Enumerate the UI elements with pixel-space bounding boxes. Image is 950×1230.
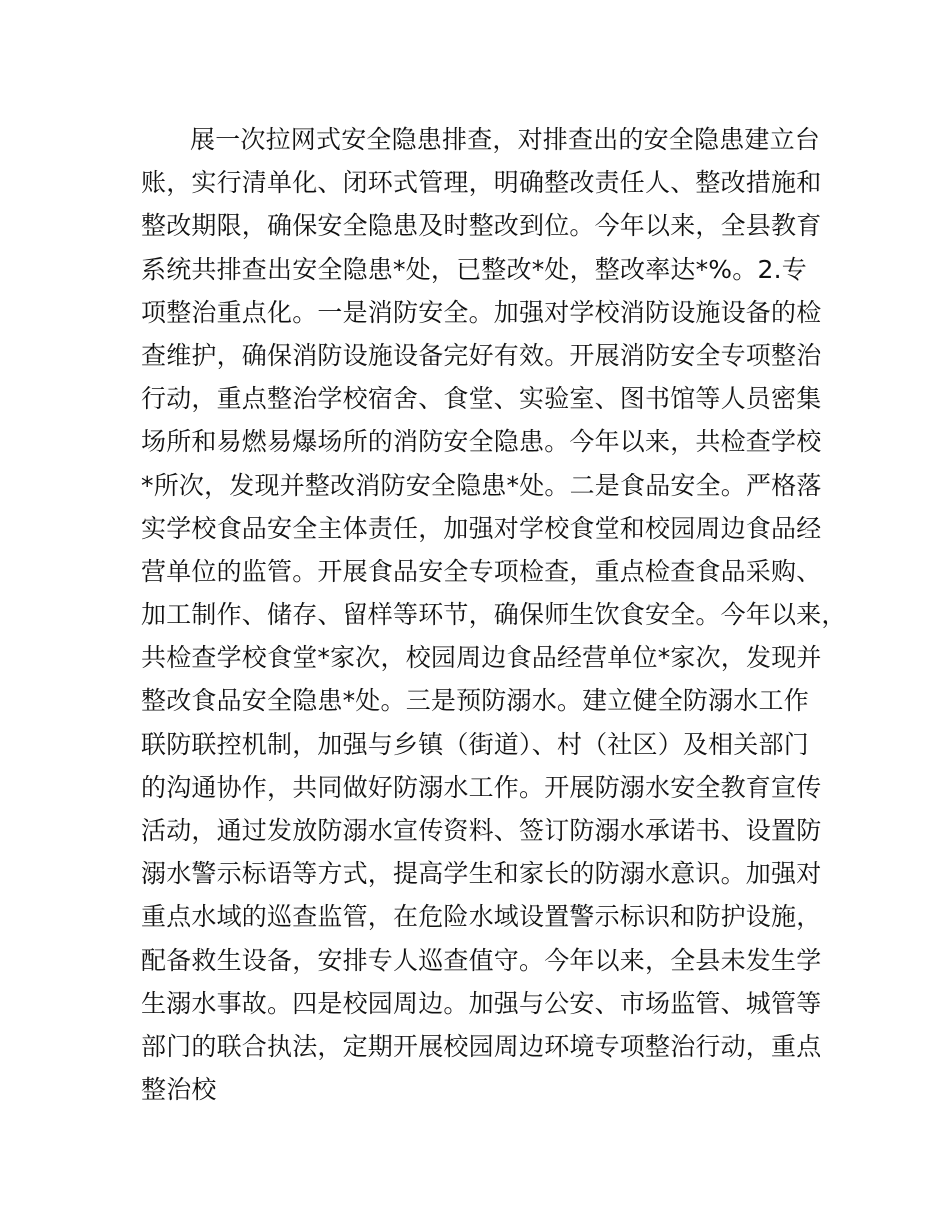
text-line: 整改食品安全隐患*处。三是预防溺水。建立健全防溺水工作 (141, 686, 809, 716)
text-line: 溺水警示标语等方式，提高学生和家长的防溺水意识。加强对 (141, 859, 822, 889)
text-line: *所次，发现并整改消防安全隐患*处。二是食品安全。严格落 (141, 470, 822, 500)
text-line: 重点水域的巡查监管，在危险水域设置警示标识和防护设施， (141, 902, 822, 932)
text-line: 账，实行清单化、闭环式管理，明确整改责任人、整改措施和 (141, 168, 822, 198)
text-line: 的沟通协作，共同做好防溺水工作。开展防溺水安全教育宣传 (141, 772, 822, 802)
text-line: 场所和易燃易爆场所的消防安全隐患。今年以来，共检查学校 (141, 427, 822, 457)
text-line: 配备救生设备，安排专人巡查值守。今年以来，全县未发生学 (141, 945, 822, 975)
text-line: 营单位的监管。开展食品安全专项检查，重点检查食品采购、 (141, 556, 822, 586)
text-line: 部门的联合执法，定期开展校园周边环境专项整治行动，重点 (141, 1031, 822, 1061)
text-line: 整治校 (141, 1075, 217, 1105)
text-line: 活动，通过发放防溺水宣传资料、签订防溺水承诺书、设置防 (141, 816, 822, 845)
text-line: 实学校食品安全主体责任，加强对学校食堂和校园周边食品经 (141, 513, 822, 543)
text-line: 项整治重点化。一是消防安全。加强对学校消防设施设备的检 (141, 297, 822, 327)
text-line: 系统共排查出安全隐患*处，已整改*处，整改率达*%。2.专 (141, 254, 807, 284)
text-line: 展一次拉网式安全隐患排查，对排查出的安全隐患建立台 (190, 125, 821, 154)
text-line: 共检查学校食堂*家次，校园周边食品经营单位*家次，发现并 (141, 643, 822, 673)
text-line: 生溺水事故。四是校园周边。加强与公安、市场监管、城管等 (141, 988, 822, 1018)
text-line: 行动，重点整治学校宿舍、食堂、实验室、图书馆等人员密集 (141, 384, 822, 414)
text-line: 查维护，确保消防设施设备完好有效。开展消防安全专项整治 (141, 340, 822, 370)
text-line: 加工制作、储存、留样等环节，确保师生饮食安全。今年以来， (141, 600, 847, 630)
text-line: 联防联控机制，加强与乡镇（街道）、村（社区）及相关部门 (141, 729, 809, 759)
text-line: 整改期限，确保安全隐患及时整改到位。今年以来，全县教育 (141, 211, 822, 241)
body-text (141, 118, 847, 1111)
